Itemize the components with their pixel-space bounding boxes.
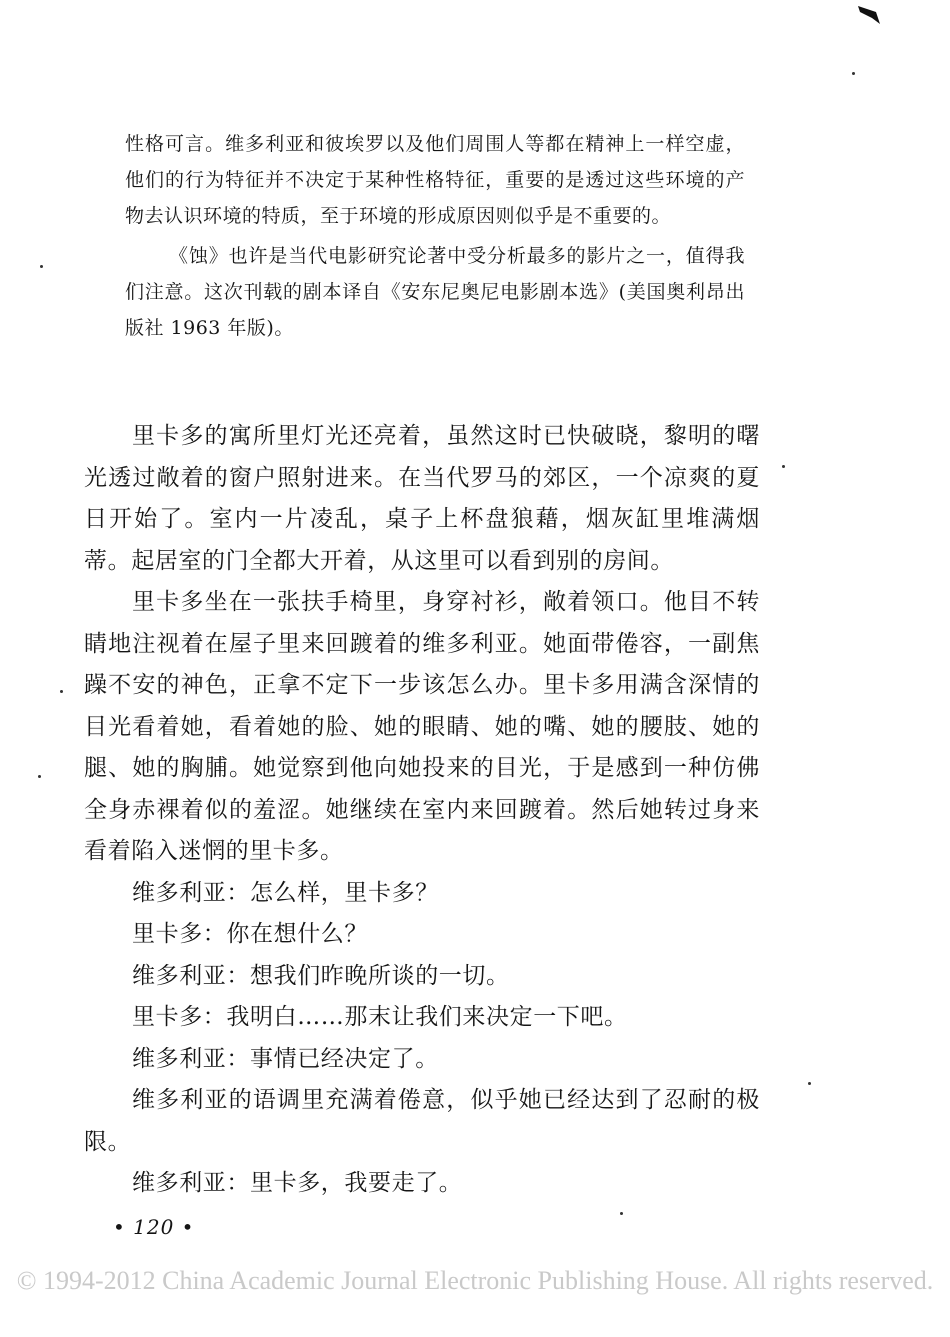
scan-speck	[808, 1082, 811, 1085]
scan-speck	[60, 690, 63, 693]
dialog-line-2: 里卡多：你在想什么？	[132, 921, 368, 947]
scan-speck	[782, 465, 785, 468]
dialog-line-1: 维多利亚：怎么样，里卡多？	[132, 879, 439, 906]
intro-paragraph-1: 性格可言。维多利亚和彼埃罗以及他们周围人等都在精神上一样空虚，他们的行为特征并不决定于某种性格特征，重要的是透过这些环境的产物去认识环境的特质，至于环境的形成原因则似乎是不重要的。	[125, 133, 745, 227]
screenplay-body	[84, 416, 760, 1205]
body-paragraph-1: 里卡多的寓所里灯光还亮着，虽然这时已快破晓，黎明的曙光透过敞着的窗户照射进来。在当代罗马的郊区，一个凉爽的夏日开始了。室内一片凌乱，桌子上杯盘狼藉，烟灰缸里堆满烟蒂。起居室的门全都大开着，从这里可以看到别的房间。	[84, 423, 760, 574]
intro-paragraph-2: 《蚀》也许是当代电影研究论著中受分析最多的影片之一，值得我们注意。这次刊载的剧本译自《安东尼奥尼电影剧本选》(美国奥利昂出版社 1963 年版)。	[125, 245, 745, 339]
dialog-line-6: 维多利亚：里卡多，我要走了。	[132, 1170, 463, 1196]
scan-speck	[40, 265, 43, 268]
body-paragraph-3: 维多利亚的语调里充满着倦意，似乎她已经达到了忍耐的极限。	[84, 1087, 760, 1155]
dialog-line-4: 里卡多：我明白……那末让我们来决定一下吧。	[132, 1004, 628, 1030]
scan-speck	[620, 1212, 623, 1215]
page-number: • 120 •	[113, 1215, 195, 1239]
intro-section	[125, 126, 745, 346]
scan-speck	[38, 775, 41, 778]
dialog-line-5: 维多利亚：事情已经决定了。	[132, 1045, 439, 1072]
body-paragraph-2: 里卡多坐在一张扶手椅里，身穿衬衫，敞着领口。他目不转睛地注视着在屋子里来回踱着的维多利亚。她面带倦容，一副焦躁不安的神色，正拿不定下一步该怎么办。里卡多用满含深情的目光看着她，看着她的脸、她的眼睛、她的嘴、她的腰肢、她的腿、她的胸脯。她觉察到他向她投来的目光，于是感到一种仿佛全身赤裸着似的羞涩。她继续在室内来回踱着。然后她转过身来看着陷入迷惘的里卡多。	[84, 589, 760, 864]
scan-speck	[852, 72, 855, 75]
dialog-line-3: 维多利亚：想我们昨晚所谈的一切。	[132, 962, 510, 989]
copyright-notice: © 1994-2012 China Academic Journal Electronic Publishing House. All rights reserved.	[16, 1266, 934, 1295]
corner-scan-mark	[856, 4, 882, 26]
